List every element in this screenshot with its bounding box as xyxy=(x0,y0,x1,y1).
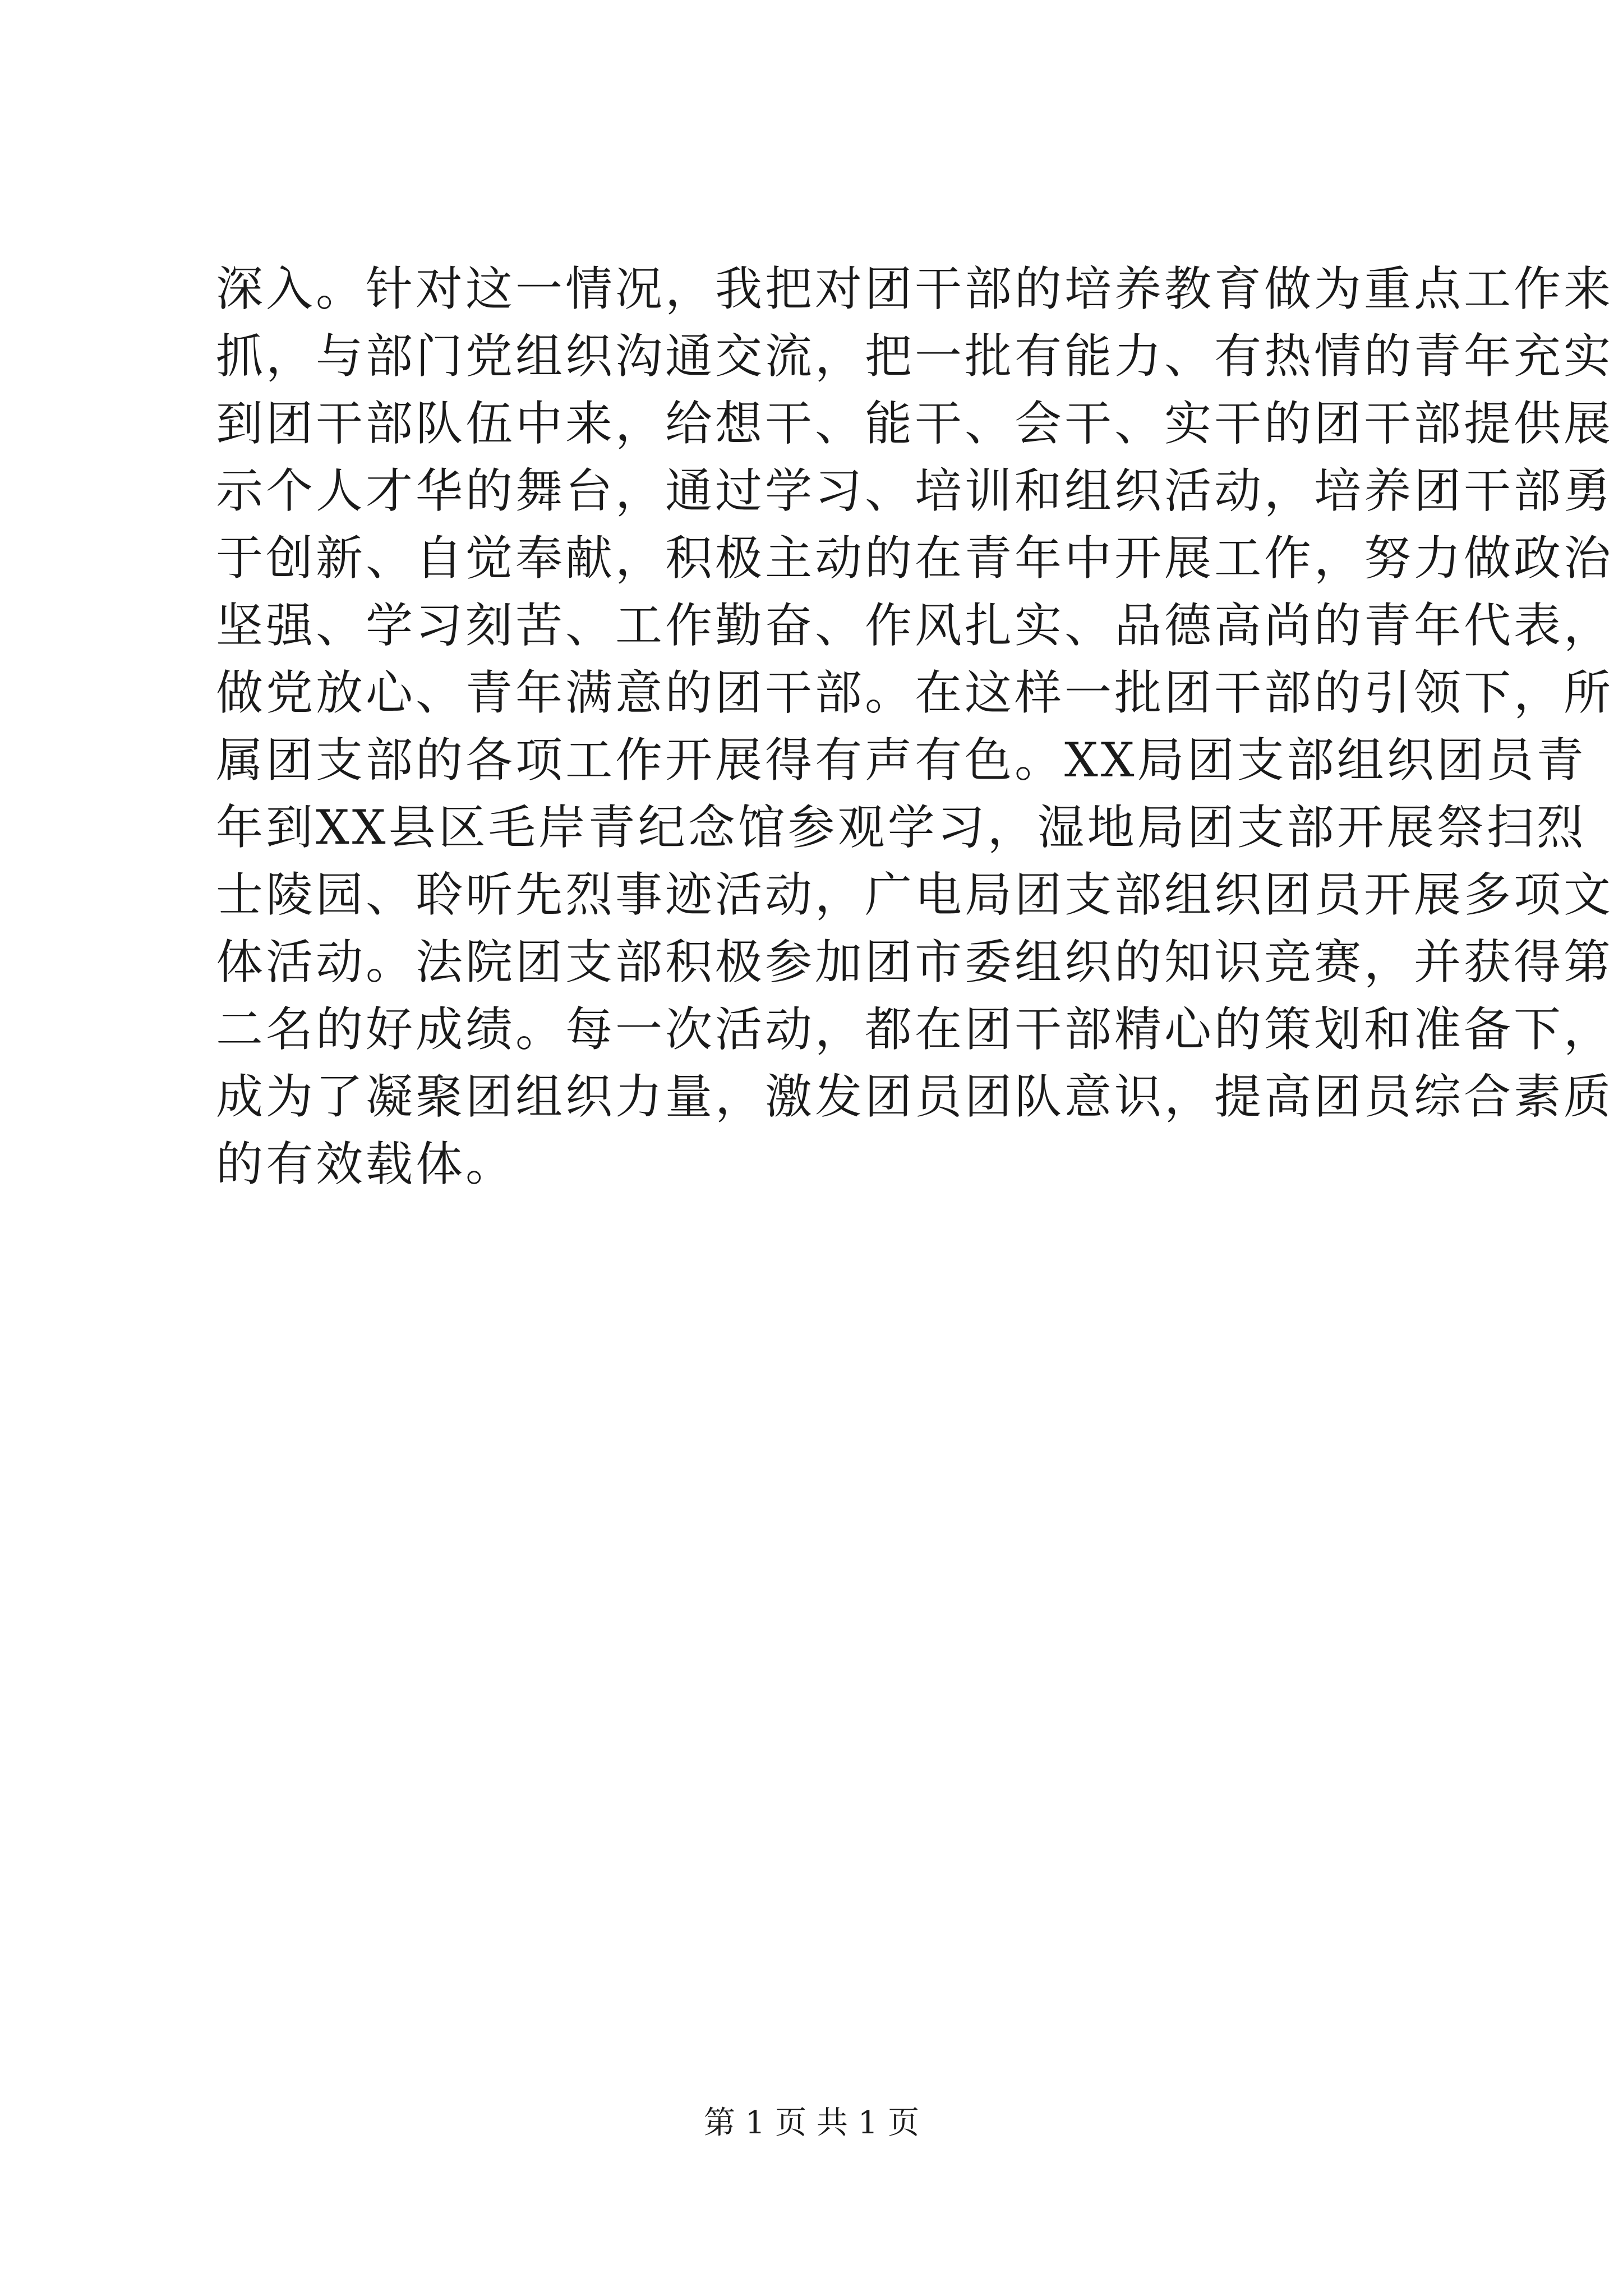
paragraph-line: 年到XX县区毛岸青纪念馆参观学习，湿地局团支部开展祭扫烈 xyxy=(216,800,1587,855)
paragraph-line: 属团支部的各项工作开展得有声有色。XX局团支部组织团员青 xyxy=(216,733,1587,788)
paragraph-line: 抓，与部门党组织沟通交流，把一批有能力、有热情的青年充实 xyxy=(216,329,1614,384)
paragraph-line: 到团干部队伍中来，给想干、能干、会干、实干的团干部提供展 xyxy=(216,396,1614,451)
paragraph-line: 士陵园、聆听先烈事迹活动，广电局团支部组织团员开展多项文 xyxy=(216,867,1614,922)
page-footer xyxy=(0,2101,1623,2146)
paragraph-line: 的有效载体。 xyxy=(216,1137,516,1191)
paragraph-line: 做党放心、青年满意的团干部。在这样一批团干部的引领下，所 xyxy=(216,665,1614,720)
paragraph-line: 体活动。法院团支部积极参加团市委组织的知识竞赛，并获得第 xyxy=(216,935,1614,990)
paragraph-line: 坚强、学习刻苦、工作勤奋、作风扎实、品德高尚的青年代表， xyxy=(216,598,1614,653)
page-number-indicator: 第 1 页 共 1 页 xyxy=(703,2105,920,2141)
paragraph-line: 二名的好成绩。每一次活动，都在团干部精心的策划和准备下， xyxy=(216,1002,1614,1057)
body-paragraph xyxy=(216,255,1614,1198)
paragraph-line: 成为了凝聚团组织力量，激发团员团队意识，提高团员综合素质 xyxy=(216,1069,1614,1124)
paragraph-line: 示个人才华的舞台，通过学习、培训和组织活动，培养团干部勇 xyxy=(216,463,1614,518)
paragraph-line: 深入。针对这一情况，我把对团干部的培养教育做为重点工作来 xyxy=(216,261,1614,316)
paragraph-line: 于创新、自觉奉献，积极主动的在青年中开展工作，努力做政治 xyxy=(216,531,1614,586)
